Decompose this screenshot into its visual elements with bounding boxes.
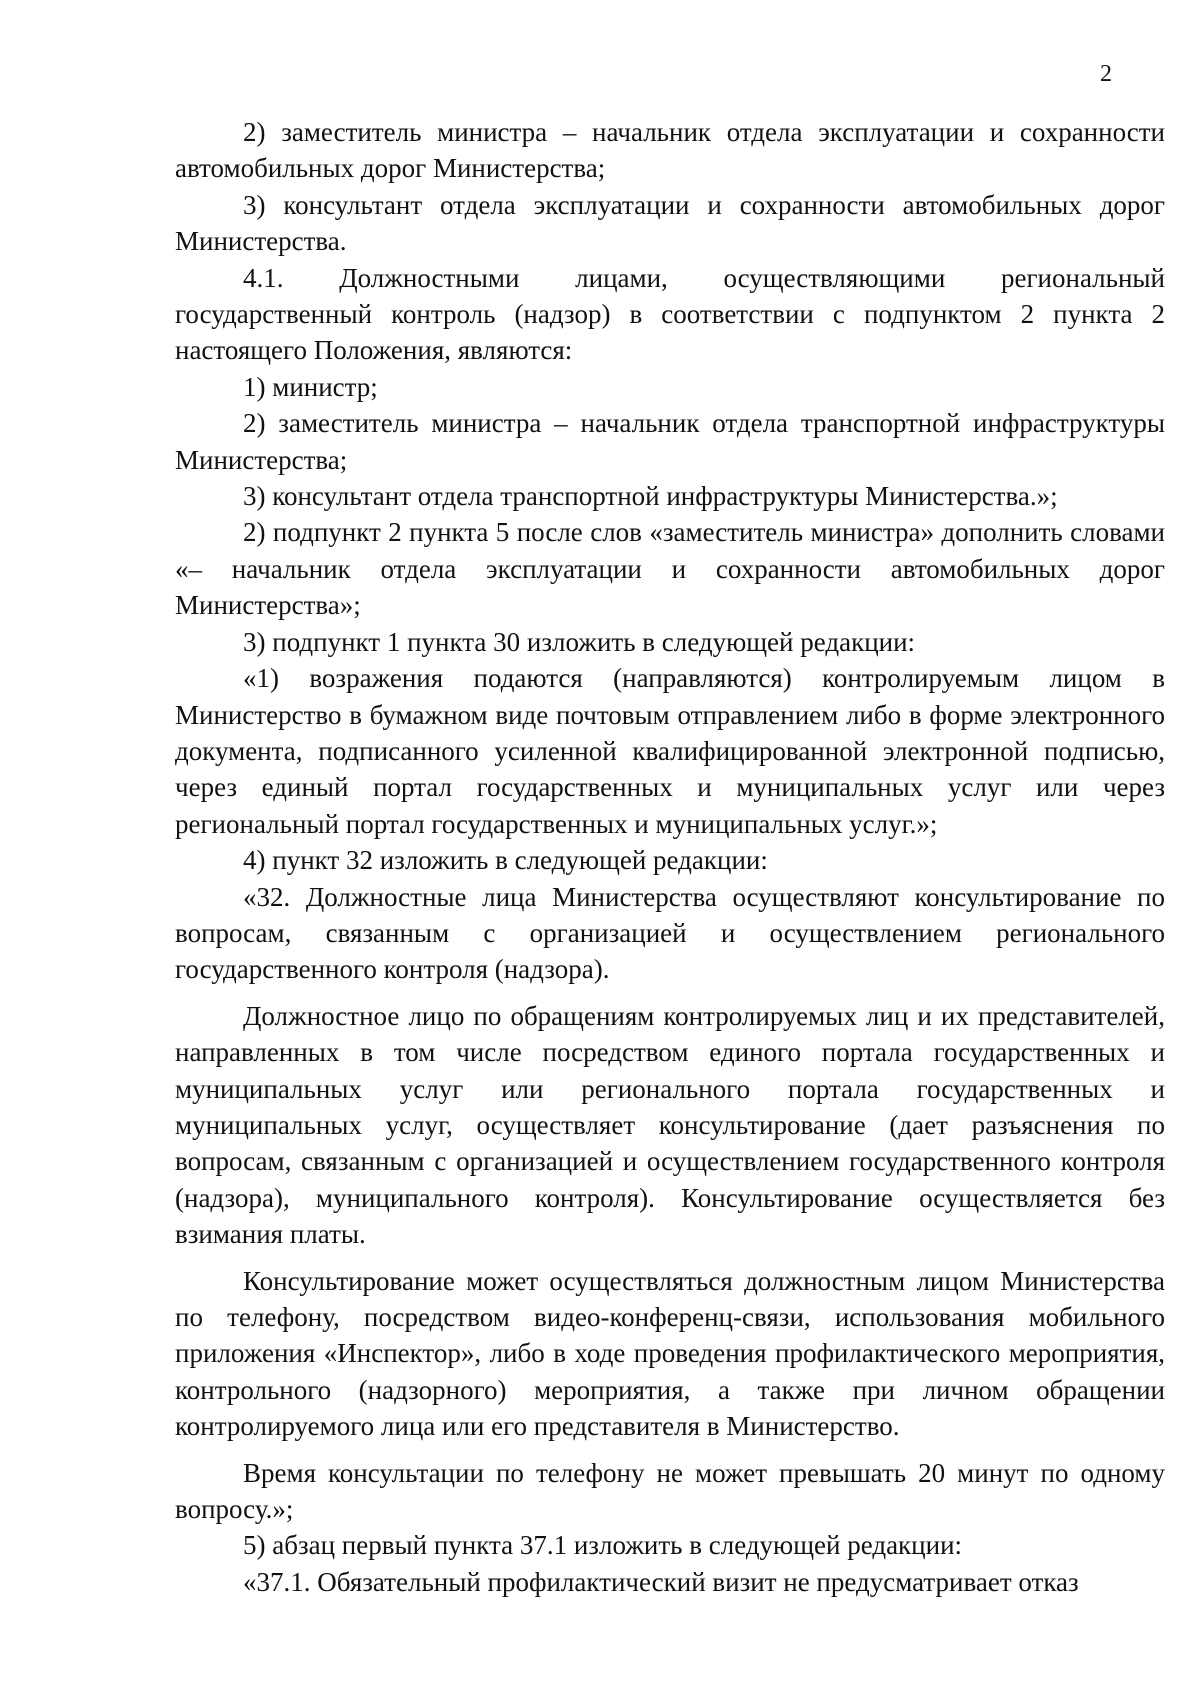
paragraph: 2) заместитель министра – начальник отдела эксплуатации и сохранности автомобильных дорог Министерства;	[175, 117, 1165, 184]
paragraph: 3) консультант отдела эксплуатации и сохранности автомобильных дорог Министерства.	[175, 189, 1165, 257]
paragraph: Время консультации по телефону не может превышать 20 минут по одному вопросу.»;	[175, 1457, 1165, 1525]
paragraph: Консультирование может осуществляться должностным лицом Министерства по телефону, посредством видео-конференц-связи, использования мобильного приложения «Инспектор», либо в ходе проведения профилактического мероприятия, контрольного (надзорного) мероприятия, а также при личном обращении контролируемого лица или его представителя в Министерство.	[175, 1265, 1165, 1442]
paragraph: «1) возражения подаются (направляются) контролируемым лицом в Министерство в бумажном виде почтовым отправлением либо в форме электронного документа, подписанного усиленной квалифицированной электронной подписью, через единый портал государственных и муниципальных услуг или через региональный портал государственных и муниципальных услуг.»;	[175, 663, 1165, 839]
paragraph: 1) министр;	[243, 371, 378, 402]
page-number: 2	[1100, 61, 1112, 87]
paragraph: 2) подпункт 2 пункта 5 после слов «заместитель министра» дополнить словами «– начальник отдела эксплуатации и сохранности автомобильных дорог Министерства»;	[175, 517, 1165, 621]
paragraph: Должностное лицо по обращениям контролируемых лиц и их представителей, направленных в том числе посредством единого портала государственных и муниципальных услуг или регионального портала государственных и муниципальных услуг, осуществляет консультирование (дает разъяснения по вопросам, связанным с организацией и осуществлением государственного контроля (надзора), муниципального контроля). Консультирование осуществляется без взимания платы.	[175, 1000, 1165, 1250]
paragraph: 4.1. Должностными лицами, осуществляющими региональный государственный контроль (надзор) в соответствии с подпунктом 2 пункта 2 настоящего Положения, являются:	[175, 262, 1165, 366]
paragraph: 4) пункт 32 изложить в следующей редакции:	[243, 845, 768, 876]
paragraph: «37.1. Обязательный профилактический визит не предусматривает отказ	[243, 1566, 1079, 1597]
document-body	[175, 114, 1165, 1600]
paragraph: 5) абзац первый пункта 37.1 изложить в следующей редакции:	[243, 1530, 963, 1561]
paragraph: 3) подпункт 1 пункта 30 изложить в следующей редакции:	[243, 626, 916, 657]
paragraph: 3) консультант отдела транспортной инфраструктуры Министерства.»;	[243, 481, 1058, 512]
paragraph: 2) заместитель министра – начальник отдела транспортной инфраструктуры Министерства;	[175, 408, 1165, 475]
paragraph: «32. Должностные лица Министерства осуществляют консультирование по вопросам, связанным с организацией и осуществлением регионального государственного контроля (надзора).	[175, 881, 1165, 985]
